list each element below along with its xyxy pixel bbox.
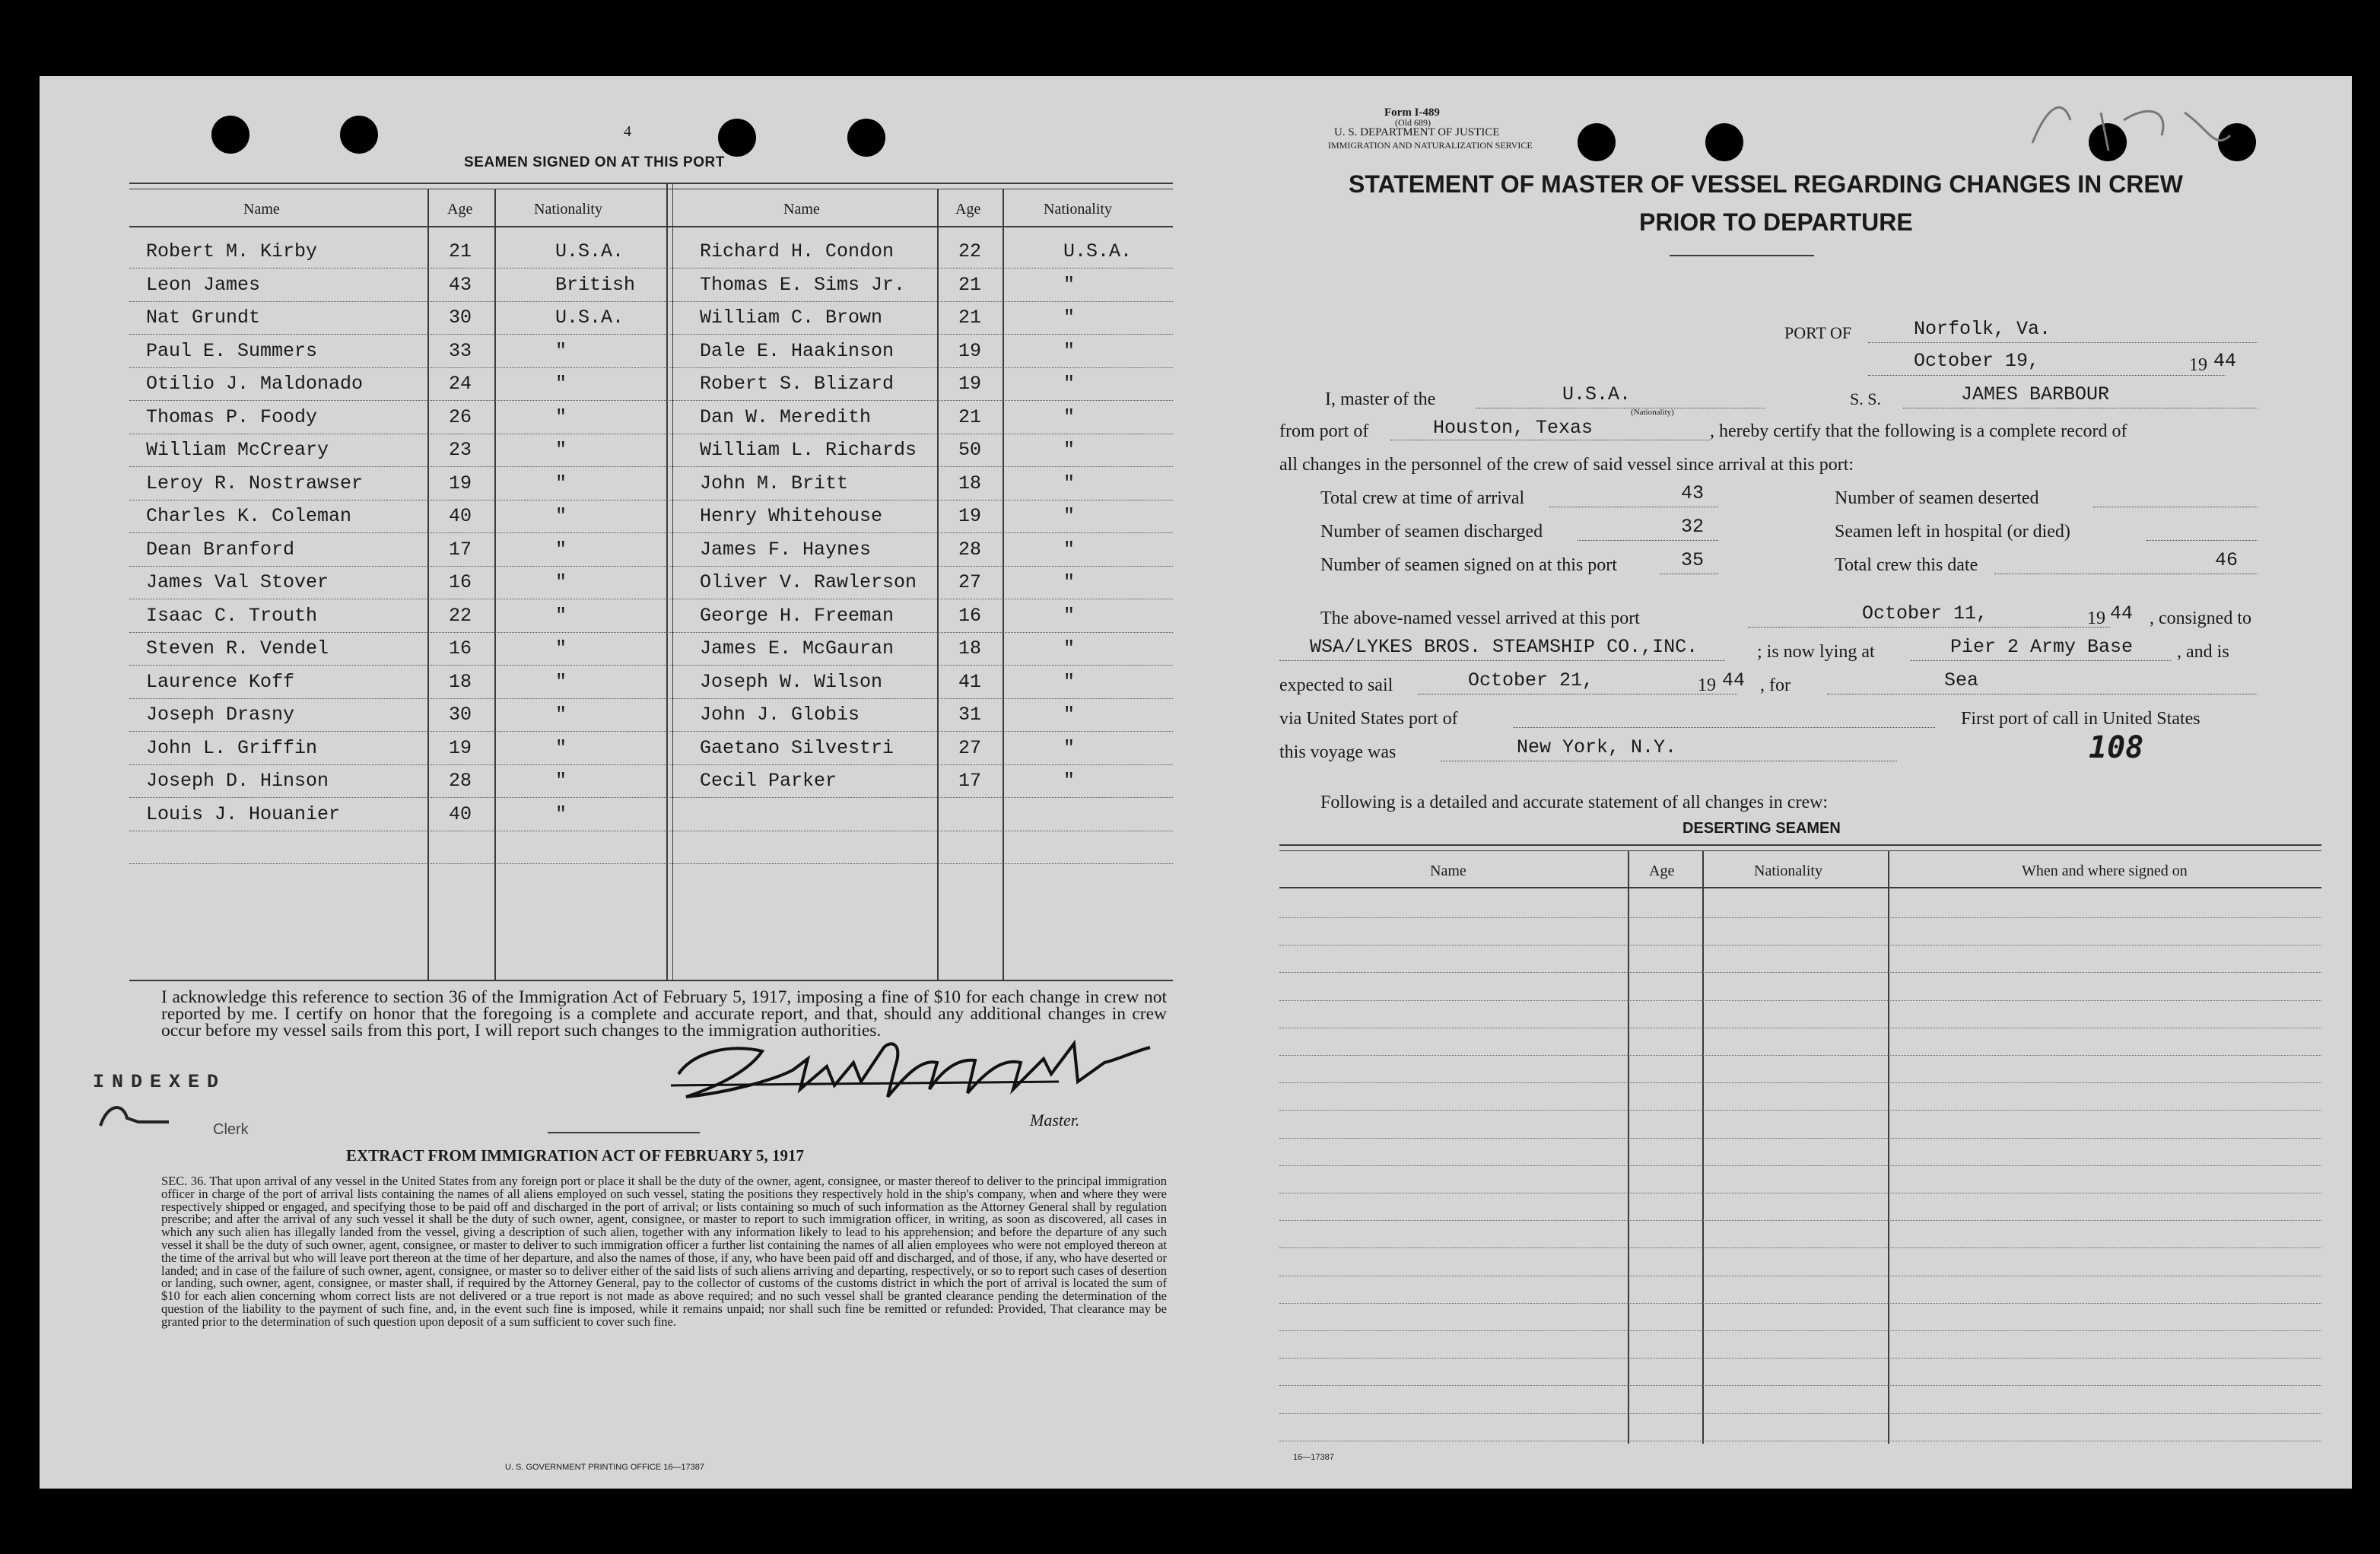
crew-name-cell: Otilio J. Maldonado [146,373,364,395]
crew-nationality-cell: " [1063,307,1076,329]
crew-nationality-cell: " [1063,439,1076,461]
crew-name-cell: Joseph W. Wilson [700,670,883,693]
table-row [129,335,1173,368]
deserting-row [1279,917,2321,945]
crew-nationality-cell: U.S.A. [555,307,624,329]
crew-name-cell: Thomas P. Foody [146,405,318,428]
crew-age-cell: 31 [958,704,982,726]
hospital-label: Seamen left in hospital (or died) [1835,522,2070,542]
crew-name-cell: Oliver V. Rawlerson [700,571,917,593]
crew-nationality-cell: " [555,736,567,759]
table-row [129,501,1173,533]
deserting-column-age: Age [1649,863,1675,879]
crew-name-cell: Gaetano Silvestri [700,736,894,759]
sail-date: October 21, [1468,669,1594,691]
crew-age-cell: 17 [449,538,472,561]
printer-line: U. S. GOVERNMENT PRINTING OFFICE 16—17387 [505,1463,705,1472]
deserting-row [1279,1413,2321,1441]
crew-age-cell: 16 [449,637,472,659]
deserting-row [1279,1303,2321,1331]
crew-age-cell: 22 [958,240,982,262]
crew-age-cell: 27 [958,736,982,759]
deserting-row [1279,1220,2321,1248]
table-row [129,468,1173,501]
deserting-row [1279,1055,2321,1083]
column-header-nationality: Nationality [1044,201,1112,218]
crew-nationality-cell: " [555,538,567,561]
table-row [129,799,1173,831]
punch-hole [718,119,756,157]
crew-name-cell: Dale E. Haakinson [700,339,894,362]
arrived-label: The above-named vessel arrived at this port [1320,609,1640,628]
master-of-label: I, master of the [1325,389,1436,409]
crew-name-cell: William McCreary [146,439,329,461]
crew-age-cell: 40 [449,505,472,527]
crew-nationality-cell: " [555,770,567,792]
crew-nationality-cell: " [1063,571,1076,593]
page-number: 4 [624,123,631,140]
deserting-row [1279,1276,2321,1304]
signed-on-label: Number of seamen signed on at this port [1320,555,1617,575]
master-signature [663,1028,1165,1112]
crew-age-cell: 21 [958,273,982,296]
total-crew-date-label: Total crew this date [1835,555,1978,575]
crew-name-cell: Isaac C. Trouth [146,604,318,627]
form-title-line2: PRIOR TO DEPARTURE [1639,208,1913,236]
table-row [129,368,1173,401]
crew-name-cell: Joseph Drasny [146,704,295,726]
column-header-nationality: Nationality [534,201,602,218]
crew-nationality-cell: " [555,604,567,627]
crew-nationality-cell: " [555,670,567,693]
and-is-label: , and is [2177,642,2229,662]
crew-age-cell: 19 [958,339,982,362]
crew-age-cell: 23 [449,439,472,461]
first-port-label: First port of call in United States [1961,709,2200,729]
total-crew-arrival-value: 43 [1681,482,1705,504]
crew-age-cell: 24 [449,373,472,395]
crew-nationality-cell: U.S.A. [555,240,624,262]
crew-age-cell: 18 [958,472,982,494]
column-header-age: Age [955,201,981,218]
column-header-name: Name [783,201,820,218]
crew-name-cell: Dean Branford [146,538,295,561]
ss-value: JAMES BARBOUR [1961,383,2110,405]
column-header-name: Name [243,201,280,218]
crew-nationality-cell: " [555,373,567,395]
deserting-row [1279,1358,2321,1386]
crew-age-cell: 27 [958,571,982,593]
deserting-row [1279,1193,2321,1221]
deserting-title: DESERTING SEAMEN [1683,820,1841,837]
crew-age-cell: 28 [958,538,982,561]
crew-age-cell: 30 [449,307,472,329]
signed-on-value: 35 [1681,549,1705,571]
old-form-number: (Old 689) [1395,117,1431,128]
sail-year: 44 [1722,669,1746,691]
crew-name-cell: John J. Globis [700,704,860,726]
crew-name-cell: Nat Grundt [146,307,261,329]
crew-age-cell: 19 [449,472,472,494]
crew-age-cell: 18 [449,670,472,693]
form-number: Form I-489 [1384,106,1440,119]
certify-text-2: all changes in the personnel of the crew of said vessel since arrival at this port: [1279,455,1854,475]
crew-age-cell: 21 [958,405,982,428]
crew-age-cell: 19 [449,736,472,759]
table-row [129,534,1173,567]
crew-age-cell: 19 [958,373,982,395]
crew-age-cell: 21 [958,307,982,329]
year-prefix: 19 [2189,355,2207,375]
arrived-year: 44 [2110,602,2134,624]
table-row [129,600,1173,633]
punch-hole [1705,123,1743,161]
deserting-row [1279,1248,2321,1276]
crew-name-cell: Steven R. Vendel [146,637,329,659]
crew-nationality-cell: " [555,339,567,362]
crew-name-cell: Richard H. Condon [700,240,894,262]
crew-name-cell: Joseph D. Hinson [146,770,329,792]
column-header-age: Age [447,201,473,218]
crew-name-cell: James E. McGauran [700,637,894,659]
deserting-row [1279,1138,2321,1166]
discharged-label: Number of seamen discharged [1320,522,1543,542]
crew-name-cell: John L. Griffin [146,736,318,759]
crew-name-cell: Charles K. Coleman [146,505,352,527]
crew-age-cell: 33 [449,339,472,362]
deserting-row [1279,1330,2321,1359]
arrived-year-prefix: 19 [2087,609,2105,628]
crew-nationality-cell: " [1063,405,1076,428]
crew-nationality-cell: " [1063,704,1076,726]
punch-hole [340,116,378,154]
punch-hole [847,119,885,157]
table-row [129,269,1173,302]
year-value: 44 [2213,350,2237,372]
crew-nationality-cell: " [555,405,567,428]
clerk-initials [93,1095,184,1141]
voyage-value: New York, N.Y. [1517,736,1677,758]
crew-age-cell: 22 [449,604,472,627]
total-crew-date-value: 46 [2215,549,2239,571]
crew-age-cell: 40 [449,802,472,825]
deserting-column-name: Name [1430,863,1466,879]
crew-nationality-cell: " [1063,604,1076,627]
crew-nationality-cell: " [1063,273,1076,296]
port-of-label: PORT OF [1784,323,1852,342]
department-name: U. S. DEPARTMENT OF JUSTICE [1334,126,1500,138]
crew-name-cell: Robert S. Blizard [700,373,894,395]
crew-nationality-cell: U.S.A. [1063,240,1133,262]
crew-name-cell: Louis J. Houanier [146,802,341,825]
crew-name-cell: Henry Whitehouse [700,505,883,527]
table-row [129,733,1173,765]
consignee-value: WSA/LYKES BROS. STEAMSHIP CO.,INC. [1310,636,1698,658]
handwritten-note [2017,90,2245,167]
indexed-stamp: INDEXED [93,1071,227,1093]
crew-name-cell: James Val Stover [146,571,329,593]
sail-year-prefix: 19 [1698,675,1716,695]
date-value: October 19, [1914,350,2040,372]
crew-nationality-cell: " [1063,670,1076,693]
crew-nationality-cell: " [1063,637,1076,659]
crew-age-cell: 16 [449,571,472,593]
crew-nationality-cell: " [555,637,567,659]
deserting-table [1279,844,2321,1445]
table-row [129,402,1173,434]
deserting-row [1279,945,2321,973]
crew-age-cell: 50 [958,439,982,461]
section-title: SEAMEN SIGNED ON AT THIS PORT [464,154,725,170]
crew-name-cell: Leroy R. Nostrawser [146,472,364,494]
port-of-value: Norfolk, Va. [1914,318,2051,340]
deserting-row [1279,1111,2321,1139]
service-name: IMMIGRATION AND NATURALIZATION SERVICE [1328,140,1533,151]
deserting-column-signed-on: When and where signed on [2022,863,2188,879]
crew-age-cell: 18 [958,637,982,659]
table-row [129,765,1173,798]
crew-age-cell: 28 [449,770,472,792]
deserting-row [1279,1082,2321,1111]
following-text: Following is a detailed and accurate statement of all changes in crew: [1320,793,1829,812]
lying-at-label: ; is now lying at [1757,642,1875,662]
crew-name-cell: William C. Brown [700,307,883,329]
form-title-line1: STATEMENT OF MASTER OF VESSEL REGARDING CHANGES IN CREW [1349,170,2183,198]
document-sheet [40,76,2352,1489]
deserting-row [1279,1386,2321,1414]
lying-at-value: Pier 2 Army Base [1950,636,2134,658]
deserting-column-nationality: Nationality [1754,863,1822,879]
crew-name-cell: James F. Haynes [700,538,872,561]
master-label: Master. [1030,1111,1080,1130]
table-row [129,633,1173,666]
from-port-value: Houston, Texas [1433,417,1594,439]
crew-age-cell: 21 [449,240,472,262]
deserting-row [1279,1165,2321,1193]
crew-nationality-cell: " [555,704,567,726]
via-label: via United States port of [1279,709,1458,729]
crew-nationality-cell: " [555,472,567,494]
crew-age-cell: 16 [958,604,982,627]
certify-text: , hereby certify that the following is a complete record of [1710,421,2127,441]
deserted-label: Number of seamen deserted [1835,488,2039,508]
crew-name-cell: Cecil Parker [700,770,837,792]
crew-nationality-cell: " [1063,538,1076,561]
punch-hole [1578,123,1616,161]
crew-nationality-cell: " [555,802,567,825]
deserting-row [1279,973,2321,1001]
crew-age-cell: 17 [958,770,982,792]
crew-nationality-cell: " [555,571,567,593]
table-row [129,434,1173,467]
crew-nationality-cell: " [1063,505,1076,527]
crew-age-cell: 30 [449,704,472,726]
crew-name-cell: George H. Freeman [700,604,894,627]
crew-age-cell: 26 [449,405,472,428]
crew-nationality-cell: " [1063,472,1076,494]
crew-name-cell: Dan W. Meredith [700,405,872,428]
crew-age-cell: 43 [449,273,472,296]
voyage-label: this voyage was [1279,742,1397,762]
table-row [129,831,1173,864]
deserting-row [1279,1000,2321,1028]
deserting-row [1279,890,2321,918]
ss-label: S. S. [1850,389,1881,408]
for-value: Sea [1944,669,1979,691]
crew-nationality-cell: British [555,273,636,296]
table-row [129,236,1173,269]
discharged-value: 32 [1681,516,1705,538]
deserting-row [1279,1028,2321,1056]
nationality-caption: (Nationality) [1631,408,1674,417]
crew-nationality-cell: " [1063,373,1076,395]
extract-text: SEC. 36. That upon arrival of any vessel in the United States from any foreign port or place it shall be the duty of the owner, agent, consignee, or master thereof to deliver to the principal immigration officer in charge of the port of arrival lists containing the names of all aliens employed on such vessel, stating the positions they respectively hold in the ship's company, when and where they were respectively shipped or engaged, and specifying those to be paid off and discharged in the port of arrival; or lists containing so much of such information as the Attorney General shall by regulation prescribe; and after the arrival of any such vessel it shall be the duty of such owner, agent, consignee, or master to report to such immigration officer, in writing, as soon as discovered, all cases in which any such alien has illegally landed from the vessel, giving a description of such alien, together with any information likely to lead to his apprehension; and before the departure of any such vessel it shall be the duty of such owner, agent, consignee, or master to deliver to such immigration officer a further list containing the names of all alien employees who were not employed thereon at the time of the arrival but who will leave port thereon at the time of her departure, and also the names of those, if any, who have been paid off and discharged, and of those, if any, who have deserted or landed; and in case of the failure of such owner, agent, consignee, or master so to deliver either of the said lists of such aliens arriving and departing, respectively, or so to report such cases of desertion or landing, such owner, agent, consignee, or master shall, if required by the Attorney General, pay to the collector of customs of the customs district in which the port of arrival is located the sum of $10 for each alien concerning whom correct lists are not delivered or a true report is not made as above required; and no such vessel shall be granted clearance pending the determination of the question of the liability to the payment of such fine, and, in the event such fine is imposed, while it remains unpaid; nor shall such fine be remitted or refunded: Provided, That clearance may be granted prior to the determination of such question upon deposit of a sum sufficient to cover such fine. [161,1174,1167,1329]
expected-label: expected to sail [1279,675,1393,695]
footer-code: 16—17387 [1293,1453,1334,1462]
crew-name-cell: Robert M. Kirby [146,240,318,262]
nationality-value: U.S.A. [1562,383,1632,405]
crew-nationality-cell: " [555,505,567,527]
stamp-number: 108 [2089,730,2144,765]
table-row [129,699,1173,732]
crew-table [129,183,1173,981]
crew-nationality-cell: " [1063,339,1076,362]
total-crew-arrival-label: Total crew at time of arrival [1320,488,1525,508]
crew-age-cell: 19 [958,505,982,527]
table-row [129,567,1173,599]
table-row [129,666,1173,699]
extract-title: EXTRACT FROM IMMIGRATION ACT OF FEBRUARY 5, 1917 [346,1146,805,1165]
crew-name-cell: Paul E. Summers [146,339,318,362]
crew-name-cell: John M. Britt [700,472,849,494]
arrived-date: October 11, [1862,602,1988,624]
clerk-label: Clerk [213,1121,249,1138]
crew-name-cell: Laurence Koff [146,670,295,693]
table-row [129,302,1173,335]
crew-nationality-cell: " [555,439,567,461]
consigned-label: , consigned to [2150,609,2251,628]
punch-hole [211,116,249,154]
acknowledgement-text: I acknowledge this reference to section 36 of the Immigration Act of February 5, 1917, imposing a fine of $10 for each change in crew not reported by me. I certify on honor that the foregoing is a complete and accurate report, and that, should any additional changes in crew occur before my vessel sails from this port, I will report such changes to the immigration authorities. [161,987,1167,1041]
crew-name-cell: Thomas E. Sims Jr. [700,273,906,296]
crew-nationality-cell: " [1063,736,1076,759]
crew-nationality-cell: " [1063,770,1076,792]
crew-name-cell: Leon James [146,273,261,296]
from-port-label: from port of [1279,421,1369,441]
crew-name-cell: William L. Richards [700,439,917,461]
crew-age-cell: 41 [958,670,982,693]
for-label: , for [1760,675,1791,695]
